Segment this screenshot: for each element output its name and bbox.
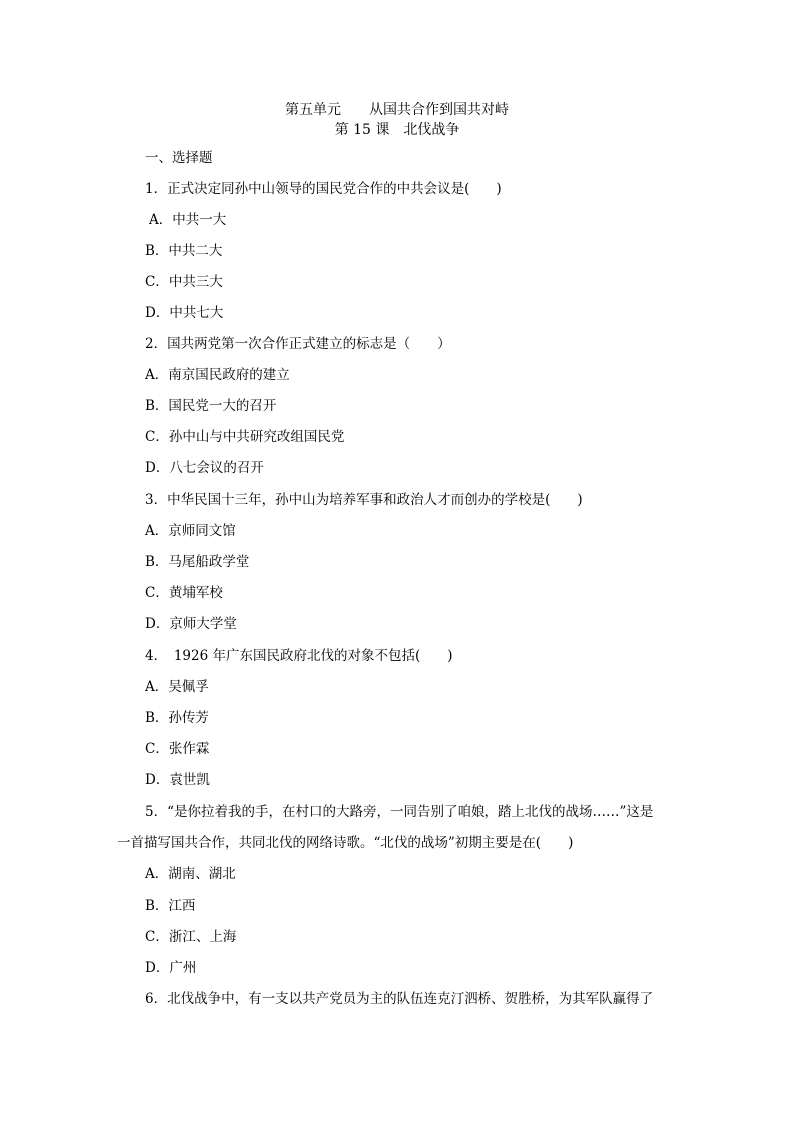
question-4-stem: 4． 1926 年广东国民政府北伐的对象不包括( ) xyxy=(145,648,453,664)
question-5-stem-line-2: 一首描写国共合作，共同北伐的网络诗歌。“北伐的战场”初期主要是在( ) xyxy=(117,835,574,851)
question-6-stem: 6．北伐战争中，有一支以共产党员为主的队伍连克汀泗桥、贺胜桥，为其军队赢得了 xyxy=(145,991,654,1007)
question-1-option-c: C．中共三大 xyxy=(145,274,223,290)
section-heading: 一、选择题 xyxy=(145,150,213,166)
question-3-option-a: A．京师同文馆 xyxy=(145,523,236,539)
question-2-option-d: D．八七会议的召开 xyxy=(145,460,264,476)
question-2-option-c: C．孙中山与中共研究改组国民党 xyxy=(145,429,345,445)
question-3-option-c: C．黄埔军校 xyxy=(145,585,223,601)
question-3-option-b: B．马尾船政学堂 xyxy=(145,554,250,570)
question-2-stem: 2．国共两党第一次合作正式建立的标志是（ ） xyxy=(145,336,451,352)
question-4-option-d: D．袁世凯 xyxy=(145,772,210,788)
question-1-option-a: A．中共一大 xyxy=(149,212,227,228)
question-5-stem-line-1: 5．“是你拉着我的手，在村口的大路旁，一同告别了咱娘，踏上北伐的战场……”这是 xyxy=(145,804,654,820)
question-5-option-a: A．湖南、湖北 xyxy=(145,866,236,882)
unit-title: 第五单元 从国共合作到国共对峙 xyxy=(285,102,509,118)
question-4-option-a: A．吴佩孚 xyxy=(145,679,209,695)
question-5-option-c: C．浙江、上海 xyxy=(145,929,237,945)
question-5-option-d: D．广州 xyxy=(145,960,197,976)
question-1-option-b: B．中共二大 xyxy=(145,243,223,259)
question-1-stem: 1．正式决定同孙中山领导的国民党合作的中共会议是( ) xyxy=(145,181,502,197)
question-2-option-a: A．南京国民政府的建立 xyxy=(145,367,290,383)
question-1-option-d: D．中共七大 xyxy=(145,305,224,321)
question-5-option-b: B．江西 xyxy=(145,898,196,914)
lesson-title: 第 15 课 北伐战争 xyxy=(334,122,460,138)
question-4-option-b: B．孙传芳 xyxy=(145,710,209,726)
question-2-option-b: B．国民党一大的召开 xyxy=(145,398,277,414)
question-3-stem: 3．中华民国十三年，孙中山为培养军事和政治人才而创办的学校是( ) xyxy=(145,492,583,508)
question-4-option-c: C．张作霖 xyxy=(145,741,210,757)
question-3-option-d: D．京师大学堂 xyxy=(145,616,237,632)
